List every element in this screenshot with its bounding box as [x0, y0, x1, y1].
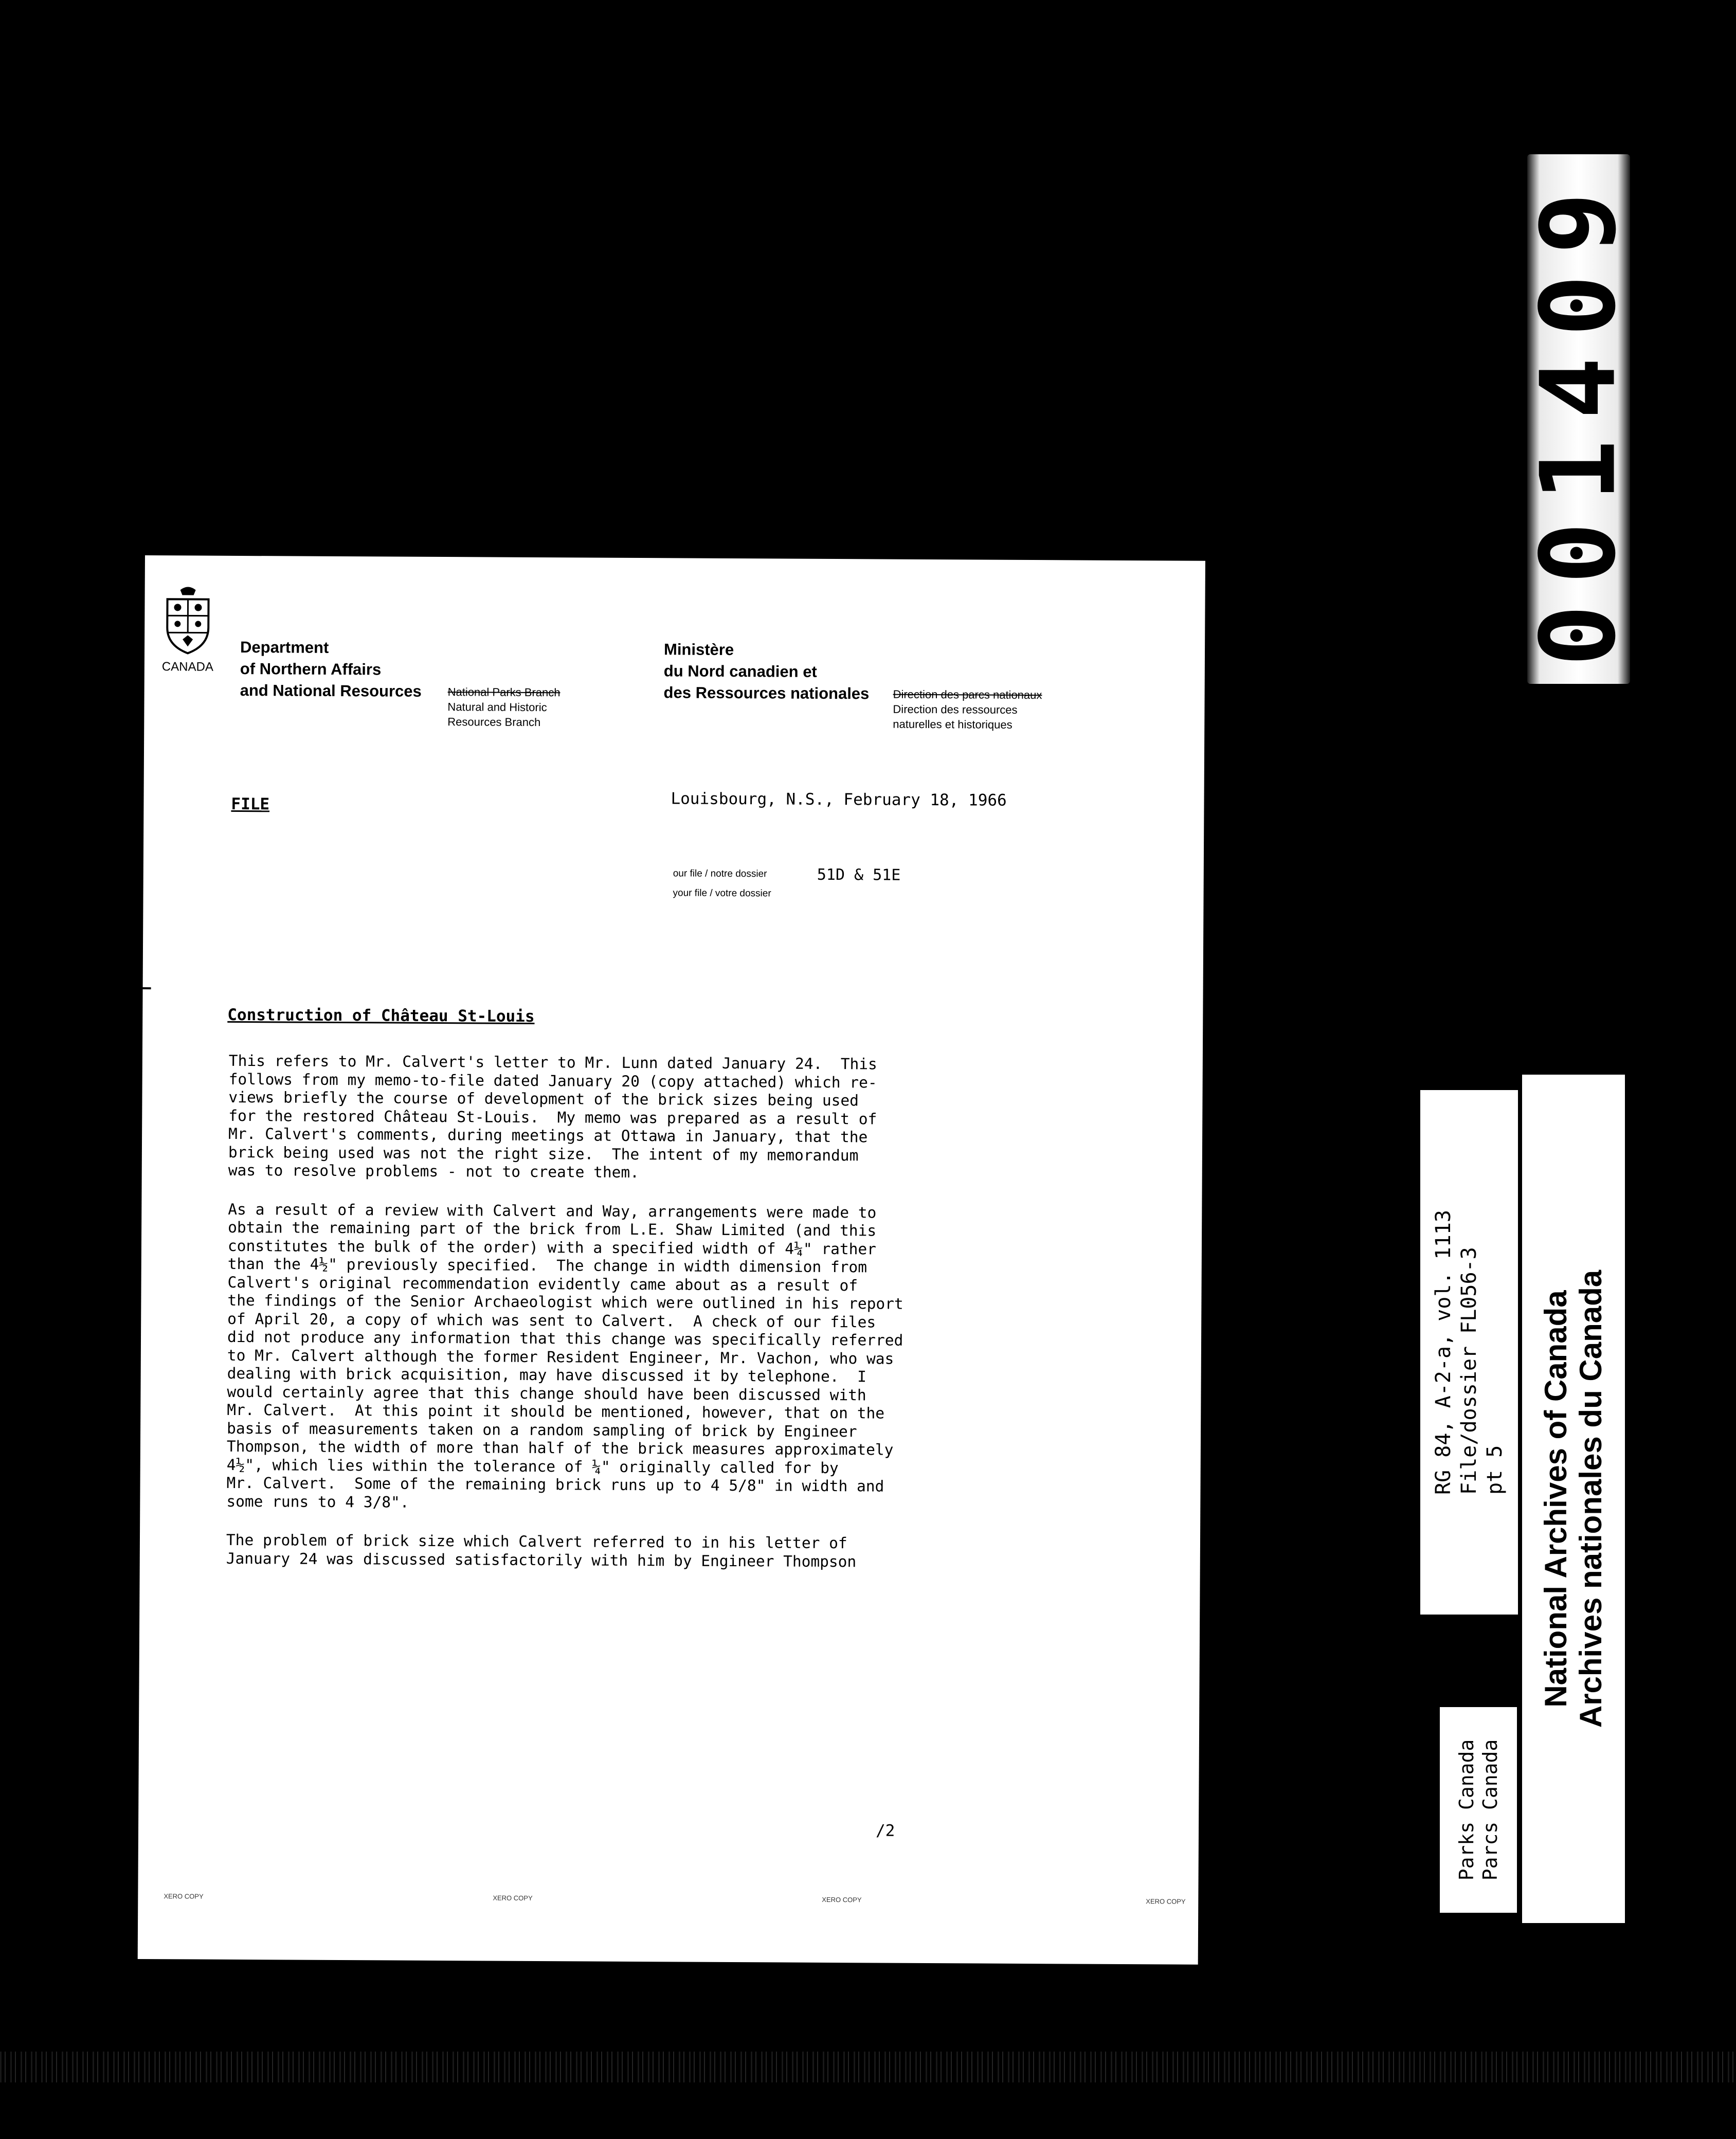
- letterhead-line: of Northern Affairs: [240, 659, 382, 679]
- memo-paragraph: The problem of brick size which Calvert referred to in his letter of January 24 was discussed satisfactorily with him by Engineer Thompson: [226, 1531, 857, 1570]
- letterhead-line: and National Resources: [240, 681, 422, 700]
- memo-body: [226, 1052, 1056, 1592]
- archives-label-fr: Archives nationales du Canada: [1574, 1270, 1608, 1728]
- reel-number-strip: [1518, 154, 1639, 684]
- letterhead-line: Department: [240, 638, 329, 657]
- xero-copy-stamp: XERO COPY: [493, 1894, 533, 1902]
- parks-canada-card: [1440, 1707, 1517, 1913]
- our-file-label: our file / notre dossier: [673, 868, 767, 880]
- canada-crest: [152, 584, 224, 702]
- letterhead-line: Ministère: [663, 640, 734, 659]
- xero-copy-stamp: XERO COPY: [164, 1892, 204, 1900]
- margin-mark: [136, 987, 151, 989]
- branch-line: Direction des ressources: [893, 702, 1018, 716]
- parks-label-en: Parks Canada: [1455, 1739, 1478, 1881]
- branch-line: Resources Branch: [447, 715, 541, 729]
- archival-reference-card: [1420, 1090, 1518, 1615]
- your-file-label: your file / votre dossier: [673, 887, 771, 899]
- film-edge-noise: [0, 2052, 1736, 2082]
- national-archives-card: [1522, 1075, 1625, 1923]
- crest-caption: CANADA: [161, 660, 213, 674]
- reference-line: File/dossier FL056-3: [1457, 1247, 1481, 1495]
- letterhead-french: [664, 639, 870, 704]
- memo-paragraph: This refers to Mr. Calvert's letter to Mr. Lunn dated January 24. This follows from my memo-to-file dated January 20 (copy attached) which re- views briefly the course of development of the brick sizes being used for the restored Château St-Louis. My memo was prepared as a result of Mr. Calvert's comments, during meetings at Ottawa in January, that the brick being used was not the right size. The intent of my memorandum was to resolve problems - not to create them.: [228, 1052, 877, 1182]
- letterhead-english: [240, 637, 422, 702]
- branch-line: naturelles et historiques: [893, 717, 1012, 731]
- memo-page: [138, 555, 1205, 1965]
- branch-english: [447, 684, 560, 730]
- letterhead-line: du Nord canadien et: [663, 662, 817, 681]
- parks-label-fr: Parcs Canada: [1479, 1739, 1502, 1881]
- page-continuation-marker: /2: [875, 1821, 895, 1840]
- place-date: Louisbourg, N.S., February 18, 1966: [671, 789, 1007, 810]
- branch-struck-name: Direction des parcs nationaux: [893, 687, 1042, 702]
- our-file-number: 51D & 51E: [817, 865, 901, 884]
- reference-line: pt 5: [1483, 1445, 1507, 1495]
- xero-copy-stamp: XERO COPY: [822, 1895, 862, 1904]
- memo-subject: Construction of Château St-Louis: [227, 1005, 535, 1026]
- branch-line: Natural and Historic: [447, 700, 547, 714]
- file-references: [673, 864, 771, 903]
- memo-paragraph: As a result of a review with Calvert and Way, arrangements were made to obtain the remaining part of the brick from L.E. Shaw Limited (and this constitutes the bulk of the order) with a specified width of 4¼" rather than the 4½" previously specified. The change in width dimension from Calvert's original recommendation evidently came about as a result of the findings of the Senior Archaeologist which were outlined in his report of April 20, a copy of which was sent to Calvert. A check of our files did not produce any information that this change was specifically referred to Mr. Calvert although the former Resident Engineer, Mr. Vachon, who was dealing with brick acquisition, may have discussed it by telephone. I would certainly agree that this change should have been discussed with Mr. Calvert. At this point it should be mentioned, however, that on the basis of measurements taken on a random sampling of brick by Engineer Thompson, the width of more than half of the brick measures approximately 4½", which lies within the tolerance of ¼" originally called for by Mr. Calvert. Some of the remaining brick runs up to 4 5/8" in width and some runs to 4 3/8".: [226, 1200, 903, 1511]
- archives-label-en: National Archives of Canada: [1539, 1290, 1573, 1708]
- branch-struck-name: National Parks Branch: [447, 685, 560, 699]
- coat-of-arms-icon: [159, 584, 216, 656]
- letterhead-line: des Ressources nationales: [663, 683, 870, 703]
- reel-number: 001409: [1518, 171, 1639, 667]
- branch-french: [893, 687, 1042, 733]
- reference-line: RG 84, A-2-a, vol. 1113: [1432, 1210, 1455, 1495]
- xero-copy-stamp: XERO COPY: [1146, 1897, 1186, 1906]
- addressee: FILE: [231, 794, 270, 814]
